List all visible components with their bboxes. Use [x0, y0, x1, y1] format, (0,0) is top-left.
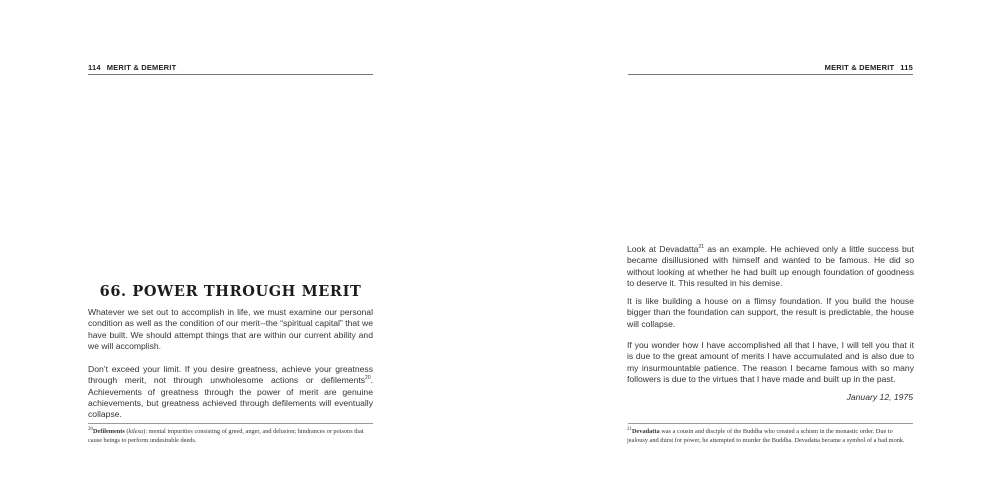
header-rule	[628, 74, 913, 75]
footnote-number: 20	[88, 426, 93, 432]
right-page	[500, 0, 1000, 500]
body-paragraph: It is like building a house on a flimsy foundation. If you build the house bigger than the foundation can support, the result is predictable, the house will collapse.	[627, 296, 914, 329]
footnote-rule	[628, 423, 913, 424]
footnote-number: 21	[627, 426, 632, 432]
footnote-ref: 20	[365, 375, 371, 382]
body-paragraph: Don’t exceed your limit. If you desire greatness, achieve your greatness through merit, not through unwholesome actions or defilements$^{20}$. Achievements of greatness through the power of merit are genuine achievements, but greatness achieved through defilements will eventually collapse.	[88, 364, 373, 420]
footnote-term: Defilements	[93, 428, 125, 435]
footnote-rule	[88, 423, 373, 424]
page-number: 115	[900, 63, 913, 72]
footnote-ref: 21	[698, 244, 704, 251]
body-paragraph: If you wonder how I have accomplished all that I have, I will tell you that it is due to the great amount of merits I have accumulated and is also due to my insurmountable patience. The reason I became famous with so many followers is due to the virtues that I have made and built up in the past.	[627, 340, 914, 384]
footnote	[627, 428, 915, 445]
footnote-text: : mental impurities consisting of greed, anger, and delusion; hindrances or poisons that cause beings to perform undesirable deeds.	[88, 428, 364, 444]
chapter-title: 66. POWER THROUGH MERIT	[99, 283, 362, 300]
date-line: January 12, 1975	[846, 392, 913, 402]
running-title: MERIT & DEMERIT	[106, 63, 177, 72]
header-rule	[88, 74, 373, 75]
page-number: 114	[88, 63, 101, 72]
footnote: $^{20}$Defilements (kilesa): mental impurities consisting of greed, anger, and delusion; hindrances or poisons that cause beings to perform undesirable deeds.	[88, 426, 364, 444]
body-paragraph: Whatever we set out to accomplish in life, we must examine our personal condition as well as the condition of our merit--the “spiritual capital” that we have built. We should attempt things that are within our current ability and we will accomplish.	[88, 307, 373, 351]
body-paragraph: Look at Devadatta$^{21}$ as an example. He achieved only a little success but became disillusioned with himself and wanted to be famous. He did so without looking at whether he had built up enough foundation of goodness to deserve it. This resulted in his demise.	[627, 244, 914, 288]
running-title: MERIT & DEMERIT	[824, 63, 895, 72]
footnote-term: Devadatta	[632, 428, 660, 435]
footnote-text: was a cousin and disciple of the Buddha who created a schism in the monastic order. Due to jealousy and thirst for power, he attempted to murder the Buddha. Devadatta became a symbol of a bad monk.	[627, 428, 905, 444]
footnote-pali: kilesa	[128, 428, 144, 435]
